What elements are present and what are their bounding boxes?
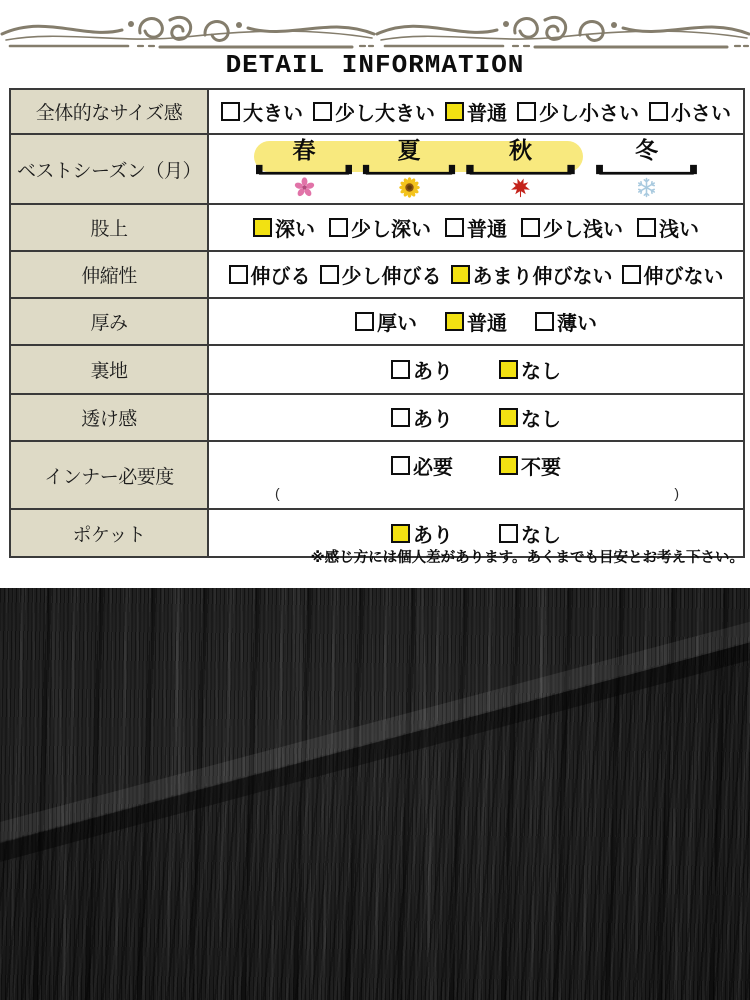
maple-leaf-icon (510, 177, 531, 198)
season-bracket (464, 163, 577, 176)
option: 伸びない (622, 260, 724, 289)
checkbox-icon (499, 360, 518, 379)
row-label: 全体的なサイズ感 (11, 90, 209, 133)
checkbox-icon (649, 102, 668, 121)
season-spring: 春 (254, 137, 354, 198)
sakura-icon (294, 177, 315, 198)
checkbox-icon (355, 312, 374, 331)
checkbox-icon (229, 265, 248, 284)
checkbox-icon (622, 265, 641, 284)
checkbox-icon (499, 408, 518, 427)
option: あまり伸びない (451, 260, 613, 289)
option: 薄い (535, 307, 597, 336)
sunflower-icon (399, 177, 420, 198)
row-label: 伸縮性 (11, 252, 209, 297)
checkbox-icon (499, 456, 518, 475)
option: なし (499, 403, 561, 432)
season-strip (209, 135, 743, 203)
checkbox-icon (221, 102, 240, 121)
table-row-rise (11, 203, 743, 250)
option: 少し伸びる (320, 260, 442, 289)
option: 少し小さい (517, 97, 639, 126)
checkbox-icon (637, 218, 656, 237)
checkbox-icon (521, 218, 540, 237)
fabric-texture-photo (0, 588, 750, 1000)
table-row-inner-necessity (11, 440, 743, 508)
checkbox-icon (329, 218, 348, 237)
checkbox-icon (391, 524, 410, 543)
option: 厚い (355, 307, 417, 336)
option: 大きい (221, 97, 303, 126)
snowflake-icon (636, 177, 657, 198)
option: 必要 (391, 451, 453, 480)
row-label: 股上 (11, 205, 209, 250)
checkbox-icon (445, 102, 464, 121)
row-label: 透け感 (11, 395, 209, 440)
checkbox-icon (313, 102, 332, 121)
option: 少し深い (329, 213, 431, 242)
checkbox-icon (391, 456, 410, 475)
option: 伸びる (229, 260, 311, 289)
checkbox-icon (499, 524, 518, 543)
table-row-sheerness (11, 393, 743, 440)
checkbox-icon (445, 218, 464, 237)
table-row-thickness (11, 297, 743, 344)
option: なし (499, 519, 561, 548)
option: 小さい (649, 97, 731, 126)
season-bracket (594, 163, 699, 176)
option: 普通 (445, 97, 507, 126)
checkbox-icon (253, 218, 272, 237)
option: 深い (253, 213, 315, 242)
checkbox-icon (451, 265, 470, 284)
table-row-size-feel (11, 90, 743, 133)
table-row-stretch (11, 250, 743, 297)
option: あり (391, 403, 453, 432)
option: 普通 (445, 213, 507, 242)
checkbox-icon (391, 408, 410, 427)
checkbox-icon (320, 265, 339, 284)
season-autumn: 秋 (464, 137, 577, 198)
checkbox-icon (517, 102, 536, 121)
season-bracket (361, 163, 457, 176)
row-label: 厚み (11, 299, 209, 344)
option: なし (499, 355, 561, 384)
option: あり (391, 519, 453, 548)
option: 浅い (637, 213, 699, 242)
option: 不要 (499, 451, 561, 480)
empty-note-parens: ( ) (275, 484, 679, 501)
option: 普通 (445, 307, 507, 336)
page-title: DETAIL INFORMATION (225, 50, 525, 80)
table-row-best-season (11, 133, 743, 203)
row-label: 裏地 (11, 346, 209, 393)
checkbox-icon (391, 360, 410, 379)
row-label: ポケット (11, 510, 209, 556)
detail-info-table (9, 88, 745, 558)
row-label: インナー必要度 (11, 442, 209, 508)
season-bracket (254, 163, 354, 176)
decorative-flourish (0, 4, 750, 52)
checkbox-icon (445, 312, 464, 331)
season-winter: 冬 (594, 137, 699, 198)
photo-vignette (0, 588, 750, 1000)
season-summer: 夏 (361, 137, 457, 198)
option: 少し浅い (521, 213, 623, 242)
option: あり (391, 355, 453, 384)
option: 少し大きい (313, 97, 435, 126)
row-label: ベストシーズン（月） (11, 135, 209, 203)
table-row-lining (11, 344, 743, 393)
disclaimer-note: ※感じ方には個人差があります。あくまでも目安とお考え下さい。 (310, 550, 744, 566)
checkbox-icon (535, 312, 554, 331)
